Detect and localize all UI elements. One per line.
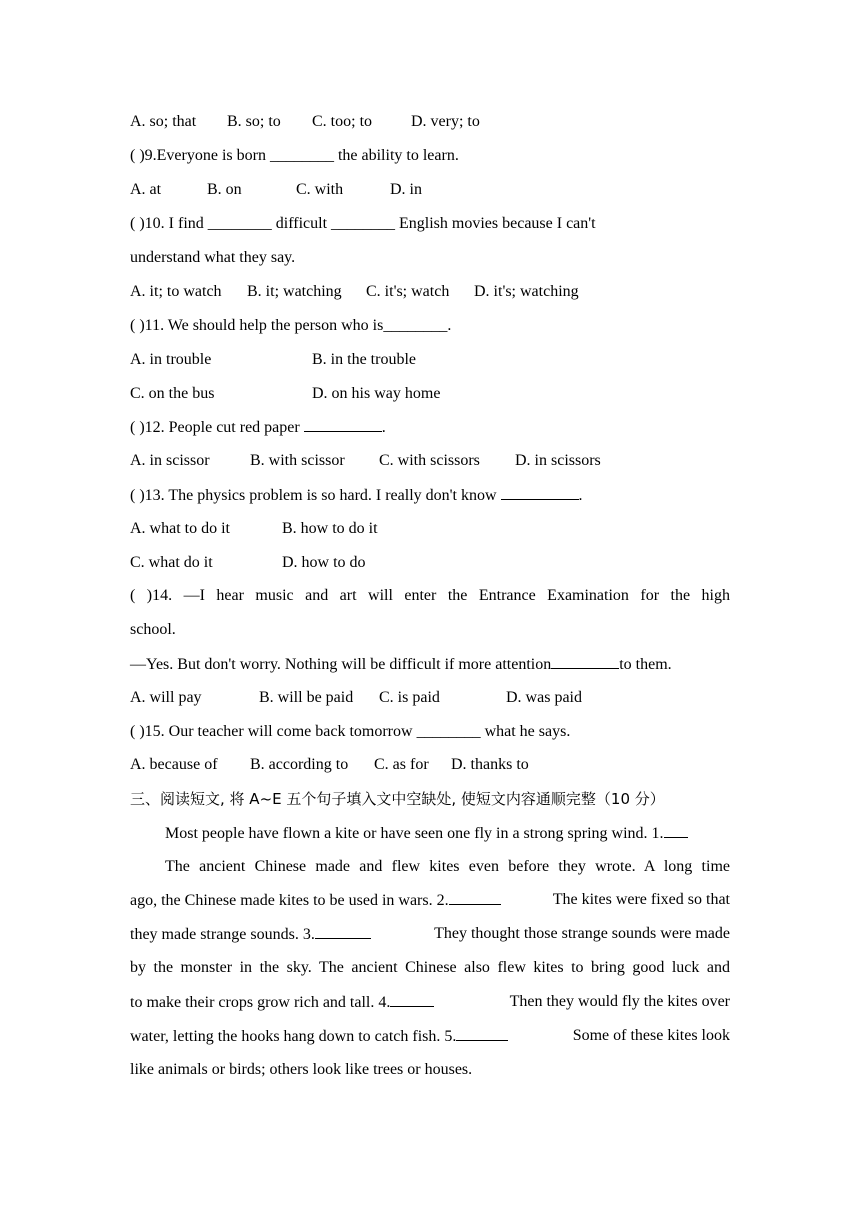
- passage-line-4-start: they made strange sounds. 3.: [130, 926, 315, 943]
- q12-end: .: [381, 419, 386, 436]
- q11-option-b: B. in the trouble: [312, 351, 416, 368]
- q10-option-d: D. it's; watching: [474, 283, 579, 300]
- passage-line-3-end: The kites were fixed so that: [552, 891, 730, 908]
- passage-line-6-start: to make their crops grow rich and tall. 4.: [130, 994, 391, 1011]
- q15-question: ( )15. Our teacher will come back tomorrow ________ what he says.: [130, 723, 571, 740]
- q14-line3-end: to them.: [619, 656, 672, 673]
- q14-options: [130, 688, 730, 710]
- passage-line-8: like animals or birds; others look like trees or houses.: [130, 1061, 473, 1078]
- q13-option-b: B. how to do it: [282, 520, 378, 537]
- q15-option-a: A. because of: [130, 756, 218, 773]
- q13-blank[interactable]: [501, 485, 579, 500]
- q13-end: .: [578, 487, 583, 504]
- q12-option-b: B. with scissor: [250, 452, 345, 469]
- passage-blank-1[interactable]: [664, 823, 688, 838]
- q12-blank[interactable]: [304, 417, 382, 432]
- passage-line-1: [165, 823, 730, 845]
- q15-options: [130, 755, 730, 777]
- passage-p1-text: Most people have flown a kite or have seen one fly in a strong spring wind. 1.: [165, 825, 664, 842]
- q8-option-c: C. too; to: [312, 113, 373, 130]
- q15-option-c: C. as for: [374, 756, 429, 773]
- q12-text: ( )12. People cut red paper: [130, 419, 304, 436]
- q13-option-d: D. how to do: [282, 554, 366, 571]
- q10-question-line2: understand what they say.: [130, 249, 296, 266]
- q11-option-d: D. on his way home: [312, 385, 441, 402]
- passage-blank-2[interactable]: [449, 890, 501, 905]
- passage-line-7: [130, 1026, 730, 1048]
- q8-option-b: B. so; to: [227, 113, 281, 130]
- passage-line-7-end: Some of these kites look: [572, 1027, 730, 1044]
- q8-option-a: A. so; that: [130, 113, 197, 130]
- passage-line-3-start: ago, the Chinese made kites to be used in wars. 2.: [130, 892, 449, 909]
- q14-question-line3: [130, 654, 730, 676]
- q13-option-a: A. what to do it: [130, 520, 230, 537]
- q8-options: [130, 112, 730, 134]
- q13-options-row1: [130, 519, 730, 541]
- passage-line-5: by the monster in the sky. The ancient Chinese also flew kites to bring good luck and: [130, 959, 730, 976]
- q14-option-a: A. will pay: [130, 689, 202, 706]
- passage-blank-3[interactable]: [315, 924, 371, 939]
- q11-options-row2: [130, 384, 730, 406]
- q10-option-a: A. it; to watch: [130, 283, 222, 300]
- q12-options: [130, 451, 730, 473]
- q8-option-d: D. very; to: [411, 113, 480, 130]
- q9-options: [130, 180, 730, 202]
- q11-option-a: A. in trouble: [130, 351, 212, 368]
- q11-question: ( )11. We should help the person who is________.: [130, 317, 452, 334]
- section-3-heading: 三、阅读短文, 将 A~E 五个句子填入文中空缺处, 使短文内容通顺完整（10 分）: [130, 790, 665, 808]
- passage-line-6: [130, 992, 730, 1014]
- q10-question-line1: ( )10. I find ________ difficult ________ English movies because I can't: [130, 215, 596, 232]
- q11-option-c: C. on the bus: [130, 385, 215, 402]
- q12-option-a: A. in scissor: [130, 452, 210, 469]
- q9-question: ( )9.Everyone is born ________ the ability to learn.: [130, 147, 459, 164]
- q9-option-b: B. on: [207, 181, 242, 198]
- q10-options: [130, 282, 730, 304]
- q14-option-c: C. is paid: [379, 689, 440, 706]
- passage-line-6-end: Then they would fly the kites over: [509, 993, 730, 1010]
- q14-question-line1: ( )14. —I hear music and art will enter the Entrance Examination for the high: [130, 587, 730, 604]
- passage-line-3: [130, 890, 730, 912]
- q15-option-d: D. thanks to: [451, 756, 529, 773]
- q10-option-b: B. it; watching: [247, 283, 342, 300]
- q9-option-c: C. with: [296, 181, 344, 198]
- q14-blank[interactable]: [551, 654, 619, 669]
- q13-question: [130, 485, 730, 507]
- q11-options-row1: [130, 350, 730, 372]
- q10-option-c: C. it's; watch: [366, 283, 450, 300]
- q13-text: ( )13. The physics problem is so hard. I really don't know: [130, 487, 501, 504]
- passage-line-4: [130, 924, 730, 946]
- q12-option-c: C. with scissors: [379, 452, 480, 469]
- q13-options-row2: [130, 553, 730, 575]
- passage-line-7-start: water, letting the hooks hang down to catch fish. 5.: [130, 1028, 457, 1045]
- passage-line-4-end: They thought those strange sounds were made: [434, 925, 730, 942]
- passage-blank-4[interactable]: [390, 992, 434, 1007]
- q14-line3-start: —Yes. But don't worry. Nothing will be difficult if more attention: [130, 656, 552, 673]
- passage-blank-5[interactable]: [456, 1026, 508, 1041]
- q12-option-d: D. in scissors: [515, 452, 601, 469]
- q13-option-c: C. what do it: [130, 554, 213, 571]
- q9-option-a: A. at: [130, 181, 162, 198]
- q14-question-line2: school.: [130, 621, 176, 638]
- q14-option-d: D. was paid: [506, 689, 582, 706]
- q12-question: [130, 417, 730, 439]
- q15-option-b: B. according to: [250, 756, 349, 773]
- q9-option-d: D. in: [390, 181, 422, 198]
- passage-line-2: The ancient Chinese made and flew kites even before they wrote. A long time: [165, 858, 730, 875]
- q14-option-b: B. will be paid: [259, 689, 354, 706]
